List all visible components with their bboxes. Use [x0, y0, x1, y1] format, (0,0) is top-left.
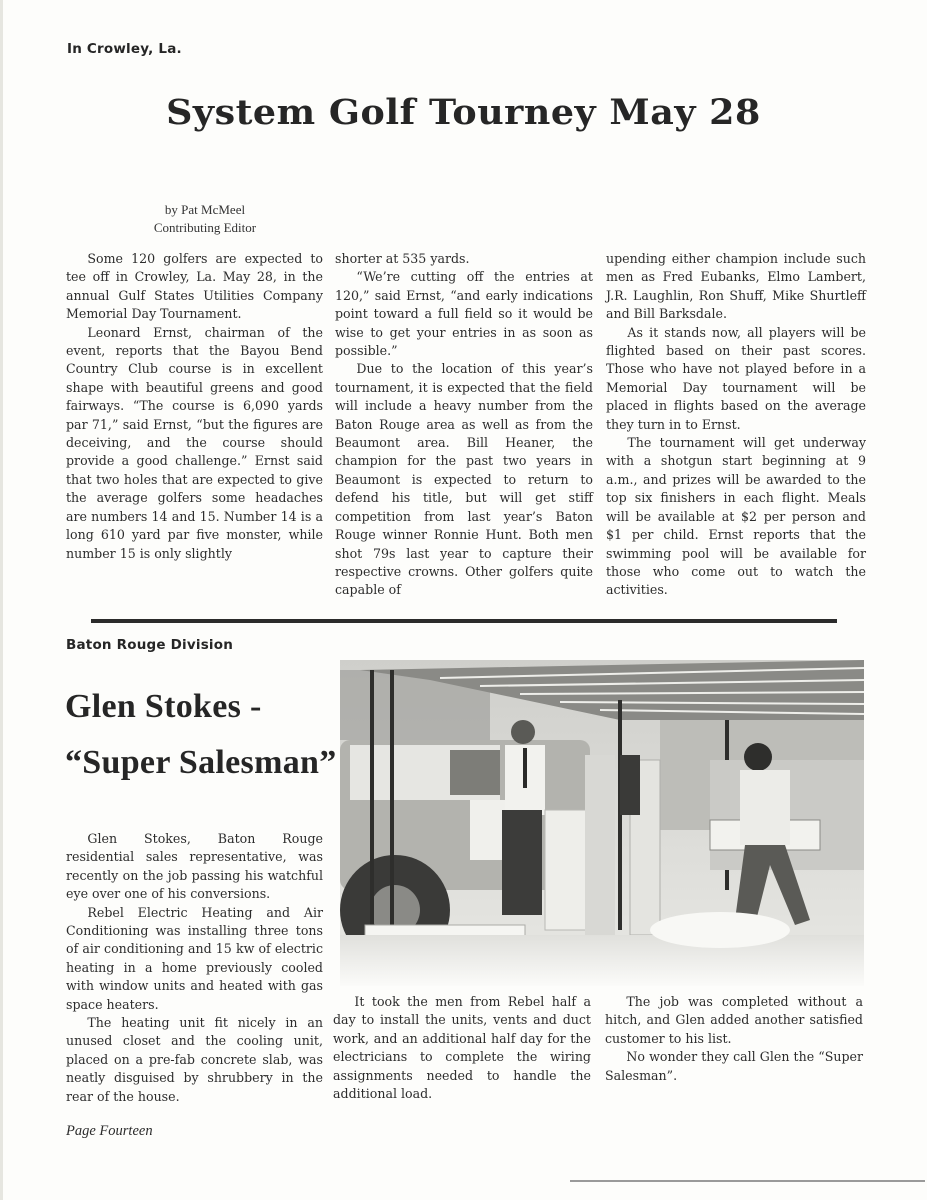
paragraph: shorter at 535 yards. — [335, 251, 470, 266]
paragraph: No wonder they call Glen the “Super Salesman”. — [605, 1049, 863, 1083]
photo-illustration — [340, 660, 864, 986]
paragraph: As it stands now, all players will be flighted based on their past scores. Those who have not played before in a Memorial Day tournament will be placed in flights based on the average they turn in to Ernst. — [606, 324, 866, 432]
paragraph: Some 120 golfers are expected to tee off in Crowley, La. May 28, in the annual Gulf States Utilities Company Memorial Day Tournament. — [66, 251, 323, 322]
headline-golf-tourney: System Golf Tourney May 28 — [166, 92, 761, 133]
news-photo — [340, 660, 864, 986]
paragraph: The heating unit fit nicely in an unused closet and the cooling unit, placed on a pre-fab concrete slab, was neatly disguised by shrubbery in the rear of the house. — [66, 1015, 323, 1104]
section-kicker-baton-rouge: Baton Rouge Division — [66, 637, 234, 653]
page-edge — [0, 0, 3, 1200]
section-kicker-crowley: In Crowley, La. — [67, 41, 182, 57]
paragraph: Glen Stokes, Baton Rouge residential sales representative, was recently on the job passing his watchful eye over one of his conversions. — [66, 831, 323, 902]
byline-role: Contributing Editor — [153, 220, 257, 235]
paragraph: upending either champion include such men as Fred Eubanks, Elmo Lambert, J.R. Laughlin, Ron Shuff, Mike Shurtleff and Bill Barksdale. — [606, 251, 866, 322]
paragraph: Due to the location of this year’s tournament, it is expected that the field will include a heavy number from the Baton Rouge area as well as from the Beaumont area. Bill Heaner, the champion for the past two years in Beaumont is expected to return to defend his title, but will get stiff competition from last year’s Baton Rouge winner Ronnie Hunt. Both men shot 79s last year to capture their respective crowns. Other golfers quite capable of — [335, 361, 593, 598]
article1-column-1 — [66, 250, 323, 563]
story-title-line-2: “Super Salesman” — [65, 744, 337, 781]
byline-author: by Pat McMeel — [164, 202, 246, 217]
paragraph: Rebel Electric Heating and Air Conditioning was installing three tons of air conditioning and 15 kw of electric heating in a home previously cooled with window units and heated with gas space heaters. — [66, 904, 323, 1012]
article1-column-2 — [335, 250, 593, 600]
article2-column-3 — [605, 993, 863, 1085]
paragraph: The tournament will get underway with a shotgun start beginning at 9 a.m., and prizes will be awarded to the top six finishers in each flight. Meals will be available at $2 per person and $1 per child. Ernst reports that the swimming pool will be available for those who come out to watch the activities. — [606, 435, 866, 598]
article1-column-3 — [606, 250, 866, 600]
article2-column-1 — [66, 830, 323, 1106]
article2-column-2 — [333, 993, 591, 1103]
paragraph: “We’re cutting off the entries at 120,” said Ernst, “and early indications point toward a full field so it would be wise to get your entries in as soon as possible.” — [335, 269, 593, 359]
byline — [130, 201, 280, 237]
paragraph: The job was completed without a hitch, and Glen added another satisfied customer to his list. — [605, 994, 863, 1046]
bottom-rule — [570, 1180, 925, 1182]
paragraph: Leonard Ernst, chairman of the event, reports that the Bayou Bend Country Club course is in excellent shape with beautiful greens and good fairways. “The course is 6,090 yards par 71,” said Ernst, “but the figures are deceiving, and the course should provide a good challenge.” Ernst said that two holes that are expected to give the average golfers some headaches are numbers 14 and 15. Number 14 is a long 610 yard par five monster, while number 15 is only slightly — [66, 324, 323, 561]
page-number: Page Fourteen — [66, 1123, 153, 1139]
story-title-line-1: Glen Stokes - — [65, 688, 262, 725]
section-divider — [91, 619, 837, 623]
paragraph: It took the men from Rebel half a day to install the units, vents and duct work, and an additional half day for the electricians to complete the wiring assignments needed to handle the additional load. — [333, 994, 591, 1102]
